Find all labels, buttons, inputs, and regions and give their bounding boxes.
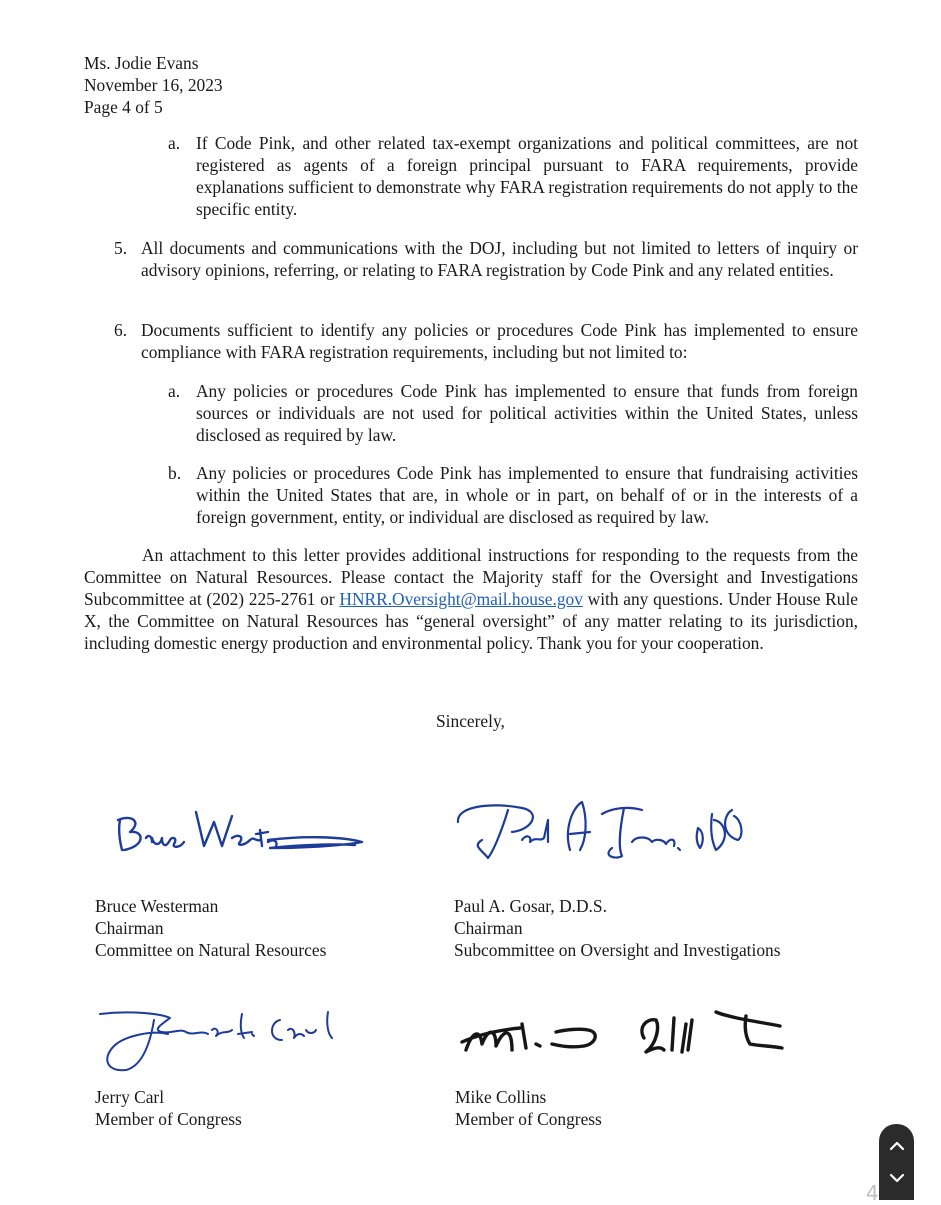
paragraph-text: with any questions. Under House Rule X, the Committee on Natural Resources has “general oversight” of any matter relating to its jurisdiction, including domestic energy production and environmental policy. Thank you for your cooperation. <box>84 589 858 653</box>
chevron-down-icon <box>889 1173 905 1183</box>
signatory-block-carl <box>95 1086 242 1130</box>
item-marker: 6. <box>114 320 128 340</box>
bruce-westerman-signature <box>110 800 370 870</box>
list-item-6a <box>168 380 858 446</box>
list-item-5 <box>114 237 858 281</box>
signatory-name: Paul A. Gosar, D.D.S. <box>454 896 607 916</box>
page-navigation-control <box>879 1124 914 1200</box>
chevron-up-icon <box>889 1141 905 1151</box>
signatory-title: Chairman <box>95 918 164 938</box>
signatory-name: Mike Collins <box>455 1087 547 1107</box>
list-item-6 <box>114 319 858 363</box>
letter-date: November 16, 2023 <box>84 75 223 95</box>
signatory-name: Jerry Carl <box>95 1087 165 1107</box>
item-marker: b. <box>168 463 182 483</box>
page-indicator: Page 4 of 5 <box>84 97 163 117</box>
signatory-title: Chairman <box>454 918 523 938</box>
item-marker: a. <box>168 133 181 153</box>
closing-paragraph <box>84 544 858 654</box>
item-text: All documents and communications with the DOJ, including but not limited to letters of inquiry or advisory opinions, referring, or relating to FARA registration by Code Pink and any related entities. <box>141 238 858 280</box>
signatory-name: Bruce Westerman <box>95 896 219 916</box>
mike-collins-signature <box>460 998 800 1068</box>
recipient-name: Ms. Jodie Evans <box>84 53 199 73</box>
item-text: Any policies or procedures Code Pink has implemented to ensure that funds from foreign sources or individuals are not used for political activities within the United States, unless disclosed as required by law. <box>196 381 858 445</box>
item-marker: a. <box>168 381 181 401</box>
oversight-email-link[interactable]: HNRR.Oversight@mail.house.gov <box>339 589 583 609</box>
item-text: Documents sufficient to identify any policies or procedures Code Pink has implemented to ensure compliance with FARA registration requirements, including but not limited to: <box>141 320 858 362</box>
signatory-title: Member of Congress <box>455 1109 602 1129</box>
next-page-button[interactable] <box>886 1167 908 1189</box>
item-marker: 5. <box>114 238 128 258</box>
jerry-carl-signature <box>92 1000 352 1080</box>
list-item-4a <box>168 132 858 220</box>
salutation: Sincerely, <box>436 711 505 731</box>
viewer-page-number: 4 <box>866 1181 879 1205</box>
item-text: Any policies or procedures Code Pink has implemented to ensure that fundraising activities within the United States that are, in whole or in part, on behalf of or in the interests of a foreign government, entity, or individual are disclosed as required by law. <box>196 463 858 527</box>
list-item-6b <box>168 462 858 528</box>
paragraph-text: An attachment to this letter provides additional instructions for responding to the requests from the Committee on Natural Resources. Please contact the Majority staff for the Oversight and Investigations Subcommittee at (202) 225-2761 or <box>84 545 858 609</box>
previous-page-button[interactable] <box>886 1135 908 1157</box>
paul-gosar-signature <box>452 790 752 870</box>
signatory-block-collins <box>455 1086 602 1130</box>
signatory-title: Member of Congress <box>95 1109 242 1129</box>
signatory-org: Subcommittee on Oversight and Investigations <box>454 940 781 960</box>
signatory-block-westerman <box>95 895 326 961</box>
signatory-org: Committee on Natural Resources <box>95 940 327 960</box>
signatory-block-gosar <box>454 895 781 961</box>
item-text: If Code Pink, and other related tax-exempt organizations and political committees, are not registered as agents of a foreign principal pursuant to FARA requirements, provide explanations sufficient to demonstrate why FARA registration requirements do not apply to the specific entity. <box>196 133 858 219</box>
letter-header <box>84 52 223 118</box>
